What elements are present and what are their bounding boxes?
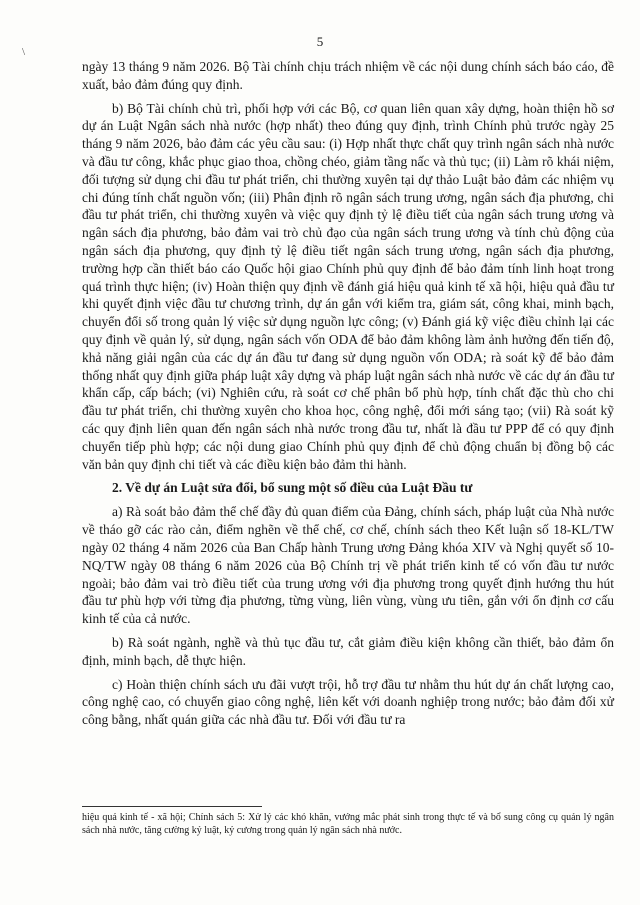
paragraph-a-dau-tu: a) Rà soát bảo đảm thể chế đầy đủ quan điểm của Đảng, chính sách, pháp luật của Nhà nước về tháo gỡ các rào cản, điểm nghẽn về thể chế, cơ chế, chính sách theo Kết luận số 18-KL/TW ngày 02 tháng 4 năm 2026 của Ban Chấp hành Trung ương Đảng khóa XIV và Nghị quyết số 10-NQ/TW ngày 08 tháng 6 năm 2026 của Bộ Chính trị về phát triển kinh tế có vốn đầu tư nước ngoài; bảo đảm vai trò điều tiết của trung ương với địa phương trong quyết định hướng thu hút đầu tư phù hợp với từng địa phương, từng vùng, liên vùng, vùng ưu tiên, gắn với ổn định cơ cấu kinh tế của cả nước. <box>82 504 614 627</box>
paragraph-b-ngan-sach: b) Bộ Tài chính chủ trì, phối hợp với các Bộ, cơ quan liên quan xây dựng, hoàn thiện hồ sơ dự án Luật Ngân sách nhà nước (hợp nhất) theo đúng quy định, trình Chính phủ trước ngày 25 tháng 9 năm 2026, bảo đảm các yêu cầu sau: (i) Hợp nhất thực chất quy trình ngân sách nhà nước và đầu tư công, khắc phục giao thoa, chồng chéo, giảm tầng nấc và thủ tục; (ii) Làm rõ khái niệm, đối tượng sử dụng chi đầu tư phát triển, chi thường xuyên tại dự thảo Luật bảo đảm các nhiệm vụ chi đúng tính chất nguồn vốn; (iii) Phân định rõ ngân sách trung ương, ngân sách địa phương, chi đầu tư phát triển, chi thường xuyên và việc quy định tỷ lệ điều tiết của ngân sách trung ương và ngân sách địa phương, bảo đảm vai trò chủ đạo của ngân sách trung ương và tính chủ động của ngân sách địa phương, quy định tỷ lệ điều tiết ngân sách trung ương, ngân sách địa phương, trường hợp cần thiết báo cáo Quốc hội giao Chính phủ quy định để bảo đảm tính linh hoạt trong quá trình thực hiện; (iv) Hoàn thiện quy định về đánh giá hiệu quả kinh tế xã hội, hiệu quả đầu tư khi quyết định việc đầu tư chương trình, dự án gắn với kiểm tra, giám sát, công khai, minh bạch, chuyển đổi số trong quản lý việc sử dụng nguồn lực công; (v) Đánh giá kỹ việc điều chỉnh lại các quy định về quản lý, sử dụng, ngân sách vốn ODA để bảo đảm không làm ảnh hưởng đến tiến độ, khả năng giải ngân của các dự án đầu tư đang sử dụng nguồn vốn ODA; rà soát kỹ để bảo đảm thống nhất quy định giữa pháp luật xây dựng và pháp luật ngân sách nhà nước về các dự án đầu tư khẩn cấp, cấp bách; (vi) Nghiên cứu, rà soát cơ chế phân bổ phù hợp, tính chất đặc thù cho chi đầu tư phát triển, chi thường xuyên cho khoa học, công nghệ, đổi mới sáng tạo; (vii) Rà soát kỹ các quy định liên quan đến ngân sách nhà nước trong đầu tư, nhất là đầu tư PPP để có quy định chuyển tiếp phù hợp; các nội dung giao Chính phủ quy định để chủ động chuẩn bị đồng bộ các văn bản quy định chi tiết và các điều kiện bảo đảm thi hành. <box>82 100 614 472</box>
footnote-divider <box>82 806 262 807</box>
section-heading: 2. Về dự án Luật sửa đổi, bổ sung một số điều của Luật Đầu tư <box>112 480 473 496</box>
page-number: 5 <box>316 34 324 49</box>
footnote: hiệu quả kinh tế - xã hội; Chính sách 5: Xử lý các khó khăn, vướng mắc phát sinh trong thực tế và bổ sung công cụ quản lý ngân sách nhà nước, tăng cường kỷ luật, kỷ cương trong quản lý ngân sách nhà nước. <box>82 812 614 836</box>
margin-mark: \ <box>22 46 26 58</box>
paragraph-continuation: ngày 13 tháng 9 năm 2026. Bộ Tài chính chịu trách nhiệm về các nội dung chính sách báo cáo, đề xuất, bảo đảm đúng quy định. <box>82 59 614 92</box>
paragraph-c-dau-tu: c) Hoàn thiện chính sách ưu đãi vượt trội, hỗ trợ đầu tư nhằm thu hút dự án chất lượng cao, công nghệ cao, có chuyển giao công nghệ, liên kết với doanh nghiệp trong nước; bảo đảm đối xử công bằng, nhất quán giữa các nhà đầu tư. Đối với đầu tư ra <box>82 676 614 728</box>
paragraph-b-dau-tu: b) Rà soát ngành, nghề và thủ tục đầu tư, cắt giảm điều kiện không cần thiết, bảo đảm ổn định, minh bạch, dễ thực hiện. <box>82 634 614 668</box>
page-body <box>82 58 614 729</box>
